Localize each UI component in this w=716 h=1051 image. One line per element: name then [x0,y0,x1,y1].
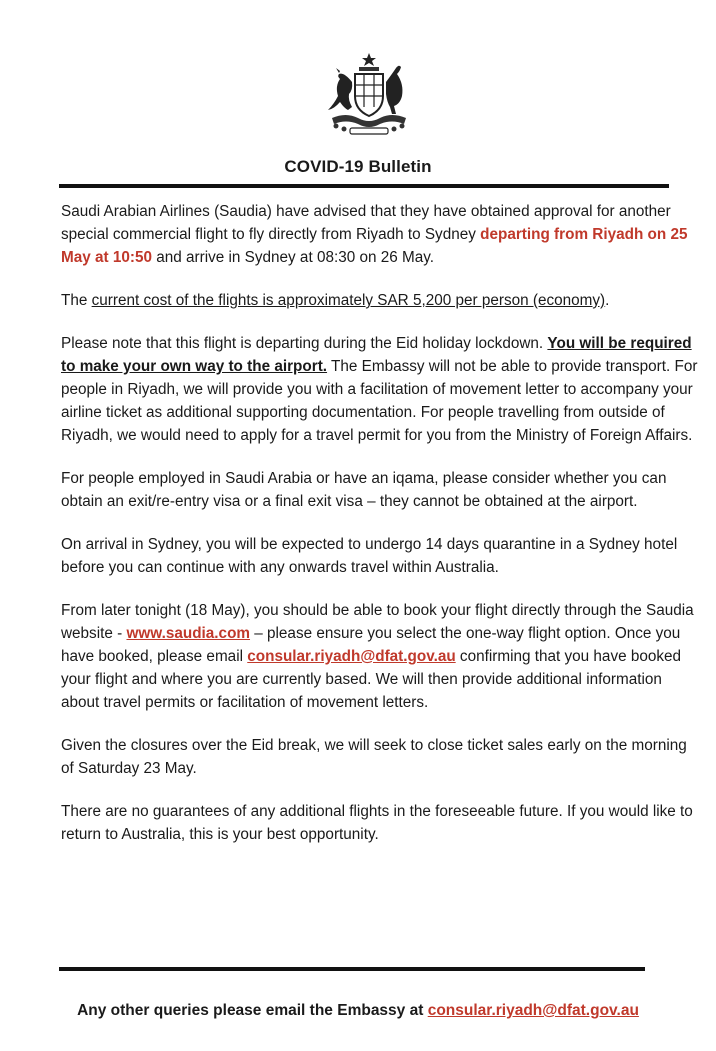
paragraph-closures: Given the closures over the Eid break, we will seek to close ticket sales early on the morning of Saturday 23 May. [61,737,687,777]
paragraph-text: Please note that this flight is departing during the Eid holiday lockdown. [61,335,548,352]
paragraph-cost [61,289,701,312]
footer-email-link[interactable]: consular.riyadh@dfat.gov.au [427,1002,639,1019]
footer [0,1002,716,1020]
paragraph-guarantees: There are no guarantees of any additional flights in the foreseeable future. If you would like to return to Australia, this is your best opportunity. [61,803,693,843]
own-way-emphasis: You will be required to make your own way to the airport. [61,335,692,375]
paragraph-text: – please ensure you select the one-way flight option. Once you have booked, please email [61,625,681,665]
paragraph-text: . [605,292,610,309]
consular-email-link[interactable]: consular.riyadh@dfat.gov.au [247,648,456,665]
paragraph-text: confirming that you have booked your flight and where you are currently based. We will then provide additional information about travel permits or facilitation of movement letters. [61,648,682,711]
page-title: COVID-19 Bulletin [284,157,432,176]
departure-highlight: departing from Riyadh on 25 May at 10:50 [61,226,688,266]
bulletin-body [61,200,701,866]
coat-of-arms-icon [322,52,416,138]
paragraph-text: The [61,292,92,309]
paragraph-text: Saudi Arabian Airlines (Saudia) have advised that they have obtained approval for another special commercial flight to fly directly from Riyadh to Sydney [61,203,671,243]
top-divider [59,184,669,188]
paragraph-visa: For people employed in Saudi Arabia or have an iqama, please consider whether you can obtain an exit/re-entry visa or a final exit visa – they cannot be obtained at the airport. [61,470,667,510]
paragraph-lockdown [61,332,701,447]
paragraph-text: From later tonight (18 May), you should be able to book your flight directly through the Saudia website - [61,602,694,642]
paragraph-text: The Embassy will not be able to provide transport. For people in Riyadh, we will provide you with a facilitation of movement letter to accompany your airline ticket as additional supporting documentation. For people travelling from outside of Riyadh, we would need to apply for a travel permit for you from the Ministry of Foreign Affairs. [61,358,698,444]
paragraph-text: and arrive in Sydney at 08:30 on 26 May. [151,249,435,266]
paragraph-quarantine: On arrival in Sydney, you will be expected to undergo 14 days quarantine in a Sydney hotel before you can continue with any onwards travel within Australia. [61,536,678,576]
cost-underlined: current cost of the flights is approximately SAR 5,200 per person (economy) [91,292,606,309]
paragraph-booking [61,599,701,714]
paragraph-flight-approval [61,200,701,269]
bottom-divider [59,967,645,971]
footer-text: Any other queries please email the Embassy at [77,1002,428,1019]
saudia-website-link[interactable]: www.saudia.com [126,625,251,642]
